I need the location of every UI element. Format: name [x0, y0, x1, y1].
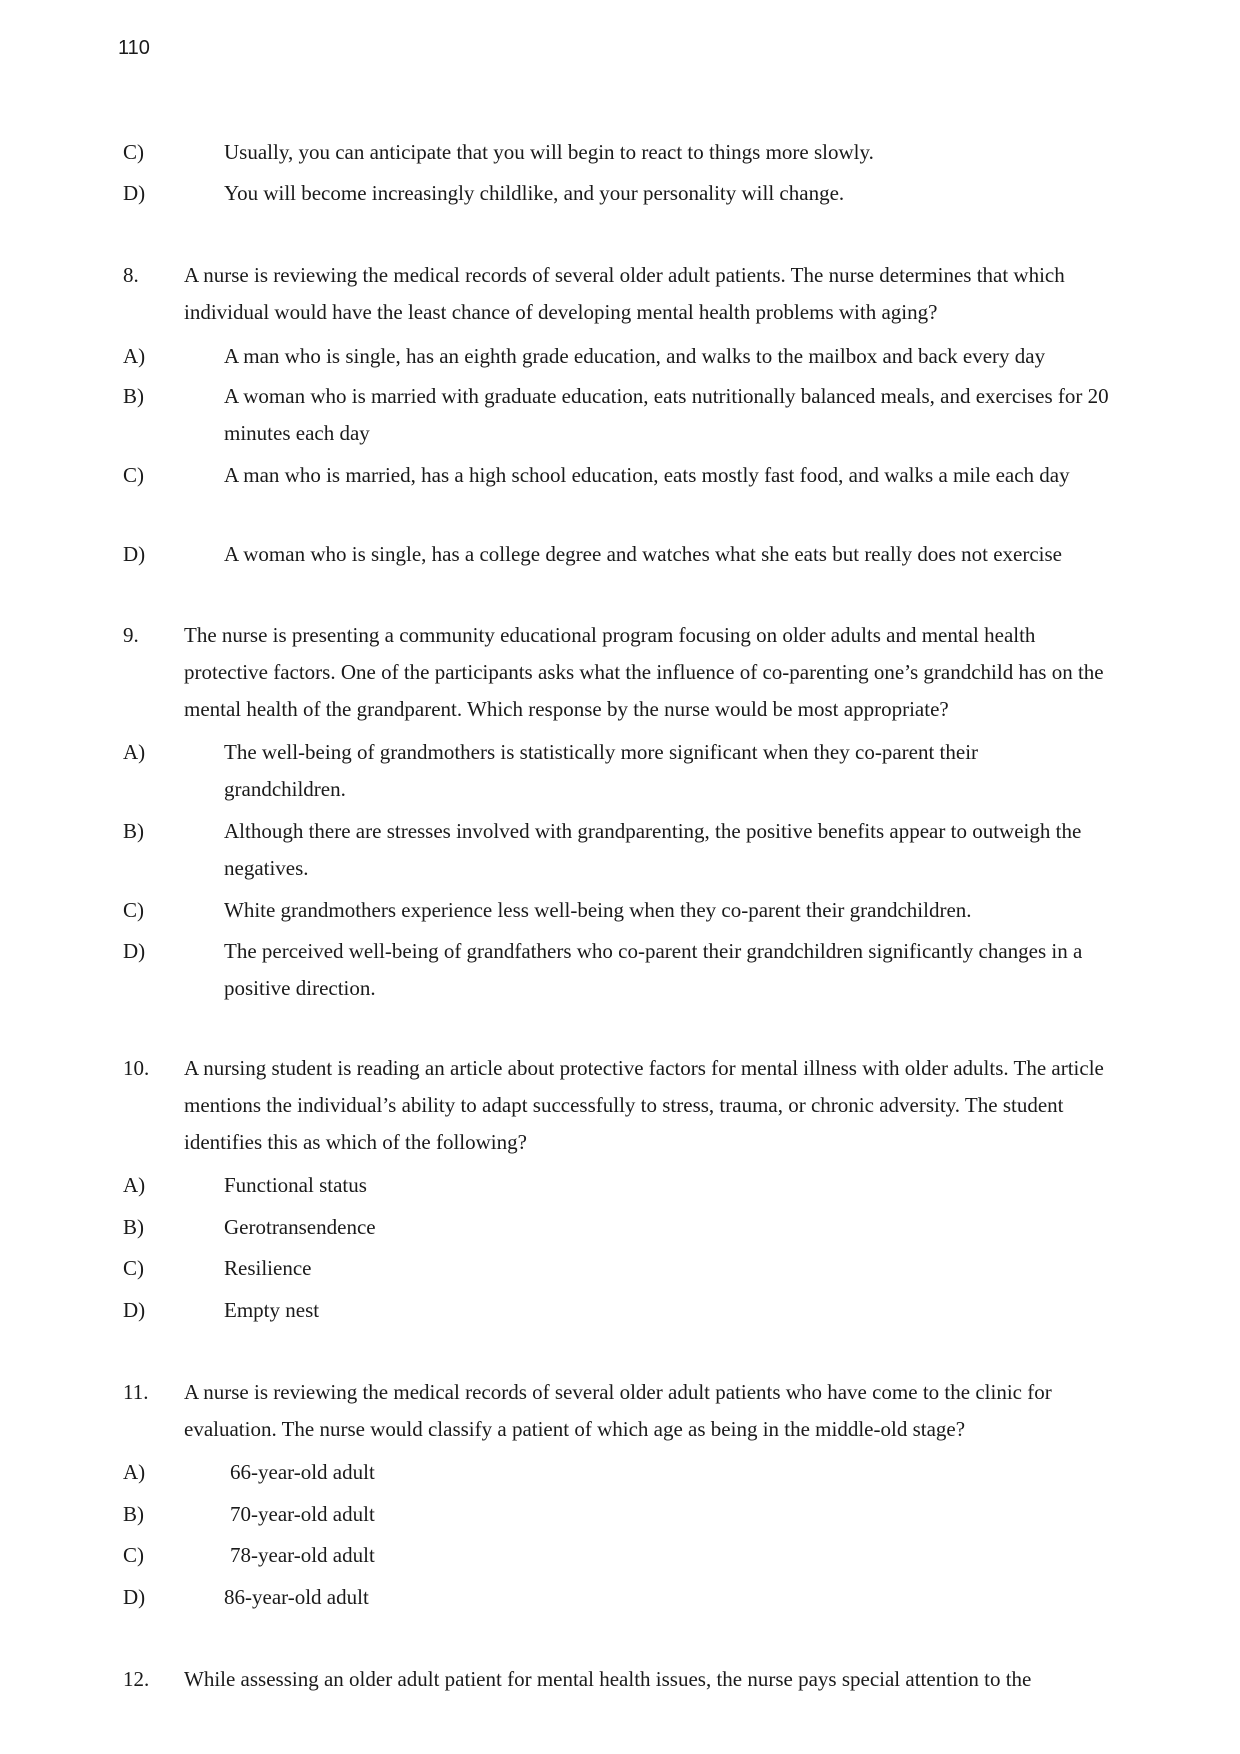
option-text: White grandmothers experience less well-being when they co-parent their grandchildren. [224, 898, 972, 922]
option-letter: B) [123, 384, 144, 408]
question-number: 8. [123, 263, 139, 287]
option-letter: D) [123, 181, 146, 205]
option-letter: A) [123, 344, 146, 368]
option-letter: C) [123, 898, 144, 922]
option-text: Empty nest [224, 1298, 320, 1322]
option-letter: C) [123, 463, 144, 487]
question-text: A nurse is reviewing the medical records of several older adult patients. The nurse determines that which individual would have the least chance of developing mental health problems with aging? [184, 263, 1065, 324]
option-letter: A) [123, 740, 146, 764]
option-text: Usually, you can anticipate that you will begin to react to things more slowly. [224, 140, 874, 164]
option-letter: D) [123, 1298, 146, 1322]
option-letter: A) [123, 1460, 146, 1484]
option-letter: B) [123, 1215, 144, 1239]
question-number: 11. [123, 1380, 149, 1404]
question-number: 9. [123, 623, 139, 647]
option-letter: C) [123, 1256, 144, 1280]
option-text: 86-year-old adult [224, 1585, 369, 1609]
question-text: A nurse is reviewing the medical records of several older adult patients who have come to the clinic for evaluation. The nurse would classify a patient of which age as being in the middle-old stage? [184, 1380, 1052, 1441]
option-letter: B) [123, 1502, 144, 1526]
option-letter: D) [123, 542, 146, 566]
question-number: 12. [123, 1667, 150, 1691]
option-letter: D) [123, 1585, 146, 1609]
option-text: 66-year-old adult [230, 1460, 375, 1484]
option-letter: B) [123, 819, 144, 843]
option-text: A woman who is married with graduate education, eats nutritionally balanced meals, and exercises for 20 minutes each day [224, 384, 1109, 445]
option-text: You will become increasingly childlike, and your personality will change. [224, 181, 845, 205]
option-text: Resilience [224, 1256, 312, 1280]
option-text: 78-year-old adult [230, 1543, 375, 1567]
option-text: Although there are stresses involved with grandparenting, the positive benefits appear to outweigh the negatives. [224, 819, 1082, 880]
option-text: A woman who is single, has a college degree and watches what she eats but really does not exercise [224, 542, 1062, 566]
page-number: 110 [118, 37, 150, 59]
option-letter: C) [123, 140, 144, 164]
question-number: 10. [123, 1056, 150, 1080]
option-text: The well-being of grandmothers is statistically more significant when they co-parent their grandchildren. [224, 740, 979, 801]
option-letter: C) [123, 1543, 144, 1567]
option-letter: A) [123, 1173, 146, 1197]
option-text: 70-year-old adult [230, 1502, 375, 1526]
question-text: While assessing an older adult patient for mental health issues, the nurse pays special attention to the [184, 1667, 1032, 1691]
question-text: A nursing student is reading an article about protective factors for mental illness with older adults. The article mentions the individual’s ability to adapt successfully to stress, trauma, or chronic adversity. The student identifies this as which of the following? [184, 1056, 1104, 1154]
option-text: A man who is married, has a high school education, eats mostly fast food, and walks a mile each day [224, 463, 1070, 487]
option-text: The perceived well-being of grandfathers who co-parent their grandchildren significantly changes in a positive direction. [224, 939, 1083, 1000]
option-text: Functional status [224, 1173, 367, 1197]
option-letter: D) [123, 939, 146, 963]
question-text: The nurse is presenting a community educational program focusing on older adults and mental health protective factors. One of the participants asks what the influence of co-parenting one’s grandchild has on the mental health of the grandparent. Which response by the nurse would be most appropriate? [184, 623, 1104, 721]
option-text: Gerotransendence [224, 1215, 376, 1239]
option-text: A man who is single, has an eighth grade education, and walks to the mailbox and back every day [224, 344, 1046, 368]
